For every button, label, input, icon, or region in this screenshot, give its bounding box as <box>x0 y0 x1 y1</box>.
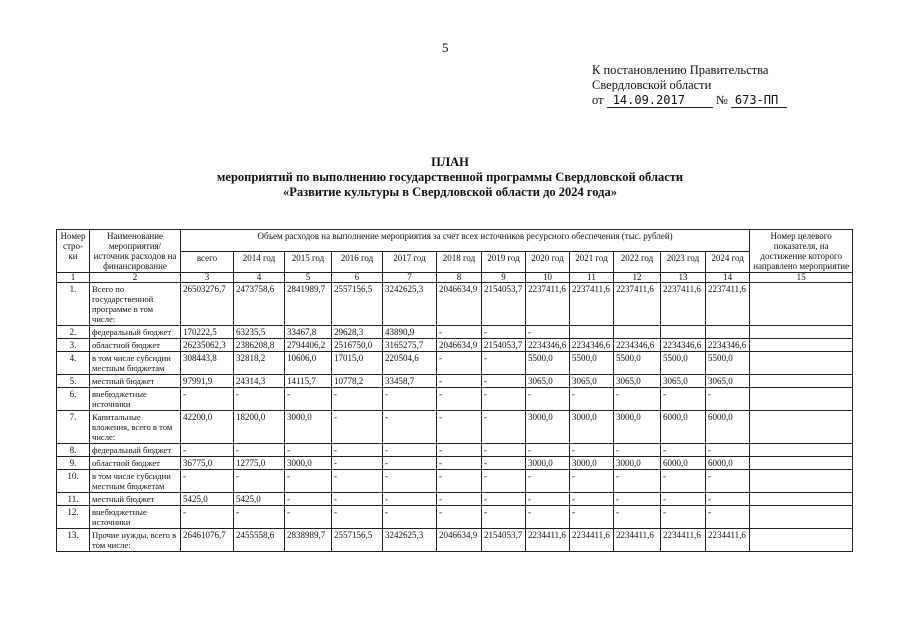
column-number: 12 <box>614 273 661 283</box>
value-cell: 2237411,6 <box>526 283 570 326</box>
value-cell: - <box>706 444 750 457</box>
value-cell: 36775,0 <box>181 457 234 470</box>
row-name-cell: Прочие нужды, всего в том числе: <box>90 529 181 552</box>
value-cell: 3065,0 <box>570 375 614 388</box>
value-cell: - <box>181 388 234 411</box>
value-cell: - <box>332 493 383 506</box>
value-cell: 2557156,5 <box>332 283 383 326</box>
value-cell: - <box>437 506 482 529</box>
value-cell: - <box>706 388 750 411</box>
value-cell: - <box>570 470 614 493</box>
value-cell: 18200,0 <box>234 411 285 444</box>
value-cell: - <box>526 326 570 339</box>
column-number: 10 <box>526 273 570 283</box>
value-cell: - <box>437 326 482 339</box>
header-year: 2021 год <box>570 251 614 273</box>
value-cell: 26503276,7 <box>181 283 234 326</box>
row-name-cell: в том числе субсидии местным бюджетам <box>90 470 181 493</box>
target-cell <box>750 506 853 529</box>
column-number: 11 <box>570 273 614 283</box>
value-cell: - <box>706 506 750 529</box>
row-number-cell: 11. <box>57 493 90 506</box>
value-cell: - <box>570 493 614 506</box>
column-number: 15 <box>750 273 853 283</box>
value-cell: 3065,0 <box>526 375 570 388</box>
value-cell: - <box>614 470 661 493</box>
row-number-cell: 7. <box>57 411 90 444</box>
value-cell: - <box>614 506 661 529</box>
value-cell: 42200,0 <box>181 411 234 444</box>
value-cell: - <box>285 444 332 457</box>
value-cell: - <box>482 493 526 506</box>
value-cell: 97991,9 <box>181 375 234 388</box>
value-cell: - <box>332 388 383 411</box>
table-row <box>57 529 853 552</box>
column-number: 3 <box>181 273 234 283</box>
value-cell: 2046634,9 <box>437 339 482 352</box>
row-name-cell: областной бюджет <box>90 457 181 470</box>
value-cell: - <box>482 506 526 529</box>
value-cell: - <box>285 493 332 506</box>
value-cell: - <box>383 493 437 506</box>
value-cell: - <box>181 444 234 457</box>
target-cell <box>750 283 853 326</box>
value-cell: - <box>614 444 661 457</box>
row-number-cell: 2. <box>57 326 90 339</box>
value-cell: 10606,0 <box>285 352 332 375</box>
column-numbers-row <box>57 273 853 283</box>
value-cell: 3242625,3 <box>383 529 437 552</box>
column-number: 5 <box>285 273 332 283</box>
value-cell: 2046634,9 <box>437 529 482 552</box>
value-cell: - <box>706 470 750 493</box>
value-cell: 3000,0 <box>285 411 332 444</box>
value-cell: 2234411,6 <box>614 529 661 552</box>
value-cell: 6000,0 <box>706 411 750 444</box>
value-cell: - <box>482 352 526 375</box>
header-year: 2023 год <box>661 251 706 273</box>
value-cell: - <box>482 326 526 339</box>
value-cell: 3000,0 <box>570 411 614 444</box>
row-number-cell: 8. <box>57 444 90 457</box>
value-cell: - <box>614 388 661 411</box>
approval-line-1: К постановлению Правительства <box>592 63 769 77</box>
row-number-cell: 5. <box>57 375 90 388</box>
table-row <box>57 470 853 493</box>
value-cell: 2838989,7 <box>285 529 332 552</box>
value-cell: 3165275,7 <box>383 339 437 352</box>
value-cell: - <box>570 388 614 411</box>
value-cell: 2234346,6 <box>570 339 614 352</box>
row-name-cell: внебюджетные источники <box>90 388 181 411</box>
value-cell: - <box>482 470 526 493</box>
row-number-cell: 10. <box>57 470 90 493</box>
value-cell: - <box>332 411 383 444</box>
document-title <box>150 155 750 200</box>
table-row <box>57 352 853 375</box>
value-cell: - <box>285 506 332 529</box>
value-cell: 33467,8 <box>285 326 332 339</box>
title-line-1: ПЛАН <box>431 155 469 169</box>
approval-block <box>592 63 787 108</box>
value-cell: - <box>661 506 706 529</box>
value-cell: 2234346,6 <box>526 339 570 352</box>
title-line-3: «Развитие культуры в Свердловской области до 2024 года» <box>283 185 617 199</box>
value-cell: 2234346,6 <box>661 339 706 352</box>
row-name-cell: федеральный бюджет <box>90 444 181 457</box>
value-cell: 5500,0 <box>706 352 750 375</box>
value-cell: - <box>181 506 234 529</box>
target-cell <box>750 352 853 375</box>
value-cell: - <box>234 388 285 411</box>
value-cell: - <box>482 375 526 388</box>
value-cell: - <box>332 457 383 470</box>
value-cell: 6000,0 <box>661 411 706 444</box>
column-number: 1 <box>57 273 90 283</box>
value-cell: 3000,0 <box>285 457 332 470</box>
value-cell <box>661 326 706 339</box>
header-year: 2016 год <box>332 251 383 273</box>
value-cell: - <box>437 375 482 388</box>
row-number-cell: 13. <box>57 529 90 552</box>
value-cell: - <box>285 388 332 411</box>
value-cell: - <box>332 470 383 493</box>
value-cell: 220504,6 <box>383 352 437 375</box>
row-name-cell: Капитальные вложения, всего в том числе: <box>90 411 181 444</box>
value-cell: 43890,9 <box>383 326 437 339</box>
value-cell: 2234346,6 <box>614 339 661 352</box>
value-cell: - <box>526 506 570 529</box>
row-name-cell: областной бюджет <box>90 339 181 352</box>
column-number: 2 <box>90 273 181 283</box>
value-cell: - <box>661 493 706 506</box>
value-cell: - <box>234 506 285 529</box>
value-cell: - <box>383 506 437 529</box>
row-name-cell: местный бюджет <box>90 493 181 506</box>
row-name-cell: в том числе субсидии местным бюджетам <box>90 352 181 375</box>
table-row <box>57 375 853 388</box>
table-row <box>57 411 853 444</box>
value-cell: 3000,0 <box>526 411 570 444</box>
value-cell: 2154053,7 <box>482 283 526 326</box>
table-row <box>57 506 853 529</box>
header-year: 2015 год <box>285 251 332 273</box>
value-cell: 2237411,6 <box>570 283 614 326</box>
value-cell: 2234411,6 <box>661 529 706 552</box>
header-name: Наименование мероприятия/ источник расходов на финансирование <box>90 230 181 273</box>
column-number: 4 <box>234 273 285 283</box>
value-cell <box>706 326 750 339</box>
value-cell: - <box>437 444 482 457</box>
value-cell: - <box>383 470 437 493</box>
table-row <box>57 493 853 506</box>
target-cell <box>750 470 853 493</box>
value-cell: 2237411,6 <box>661 283 706 326</box>
value-cell: 26235062,3 <box>181 339 234 352</box>
value-cell: 10778,2 <box>332 375 383 388</box>
column-number: 6 <box>332 273 383 283</box>
value-cell: - <box>437 457 482 470</box>
value-cell: 32818,2 <box>234 352 285 375</box>
value-cell: 29628,3 <box>332 326 383 339</box>
value-cell: - <box>383 411 437 444</box>
value-cell: - <box>332 506 383 529</box>
table-row <box>57 444 853 457</box>
row-number-cell: 6. <box>57 388 90 411</box>
table-row <box>57 339 853 352</box>
column-number: 9 <box>482 273 526 283</box>
value-cell: 2794406,2 <box>285 339 332 352</box>
value-cell: 3000,0 <box>614 411 661 444</box>
value-cell: 3065,0 <box>661 375 706 388</box>
target-cell <box>750 457 853 470</box>
from-label: от <box>592 93 604 107</box>
value-cell: 2386208,8 <box>234 339 285 352</box>
value-cell: 33458,7 <box>383 375 437 388</box>
approval-date: 14.09.2017 <box>607 94 713 108</box>
row-number-cell: 1. <box>57 283 90 326</box>
value-cell: - <box>661 470 706 493</box>
target-cell <box>750 375 853 388</box>
value-cell: - <box>437 388 482 411</box>
table-row <box>57 457 853 470</box>
value-cell: 3065,0 <box>706 375 750 388</box>
value-cell: - <box>383 444 437 457</box>
header-year: 2020 год <box>526 251 570 273</box>
row-name-cell: Всего по государственной программе в том числе: <box>90 283 181 326</box>
value-cell: - <box>234 444 285 457</box>
value-cell: - <box>706 493 750 506</box>
number-label: № <box>715 93 728 107</box>
value-cell: 3000,0 <box>614 457 661 470</box>
row-number-cell: 9. <box>57 457 90 470</box>
value-cell: 12775,0 <box>234 457 285 470</box>
header-year: 2019 год <box>482 251 526 273</box>
value-cell: 5500,0 <box>614 352 661 375</box>
value-cell <box>570 326 614 339</box>
value-cell: - <box>234 470 285 493</box>
target-cell <box>750 493 853 506</box>
value-cell: - <box>482 388 526 411</box>
value-cell: - <box>383 457 437 470</box>
value-cell: - <box>526 493 570 506</box>
value-cell: - <box>570 444 614 457</box>
column-number: 13 <box>661 273 706 283</box>
target-cell <box>750 388 853 411</box>
value-cell: 2455558,6 <box>234 529 285 552</box>
value-cell: 3065,0 <box>614 375 661 388</box>
plan-table <box>56 229 853 552</box>
header-year: 2022 год <box>614 251 661 273</box>
value-cell: - <box>526 388 570 411</box>
value-cell: 6000,0 <box>706 457 750 470</box>
value-cell: 63235,5 <box>234 326 285 339</box>
header-volume: Объем расходов на выполнение мероприятия за счет всех источников ресурсного обеспечения (тыс. рублей) <box>181 230 750 252</box>
value-cell: - <box>661 444 706 457</box>
value-cell: - <box>570 506 614 529</box>
value-cell: - <box>437 352 482 375</box>
value-cell: 308443,8 <box>181 352 234 375</box>
value-cell: 3000,0 <box>526 457 570 470</box>
value-cell: 26461076,7 <box>181 529 234 552</box>
table-body <box>57 283 853 552</box>
value-cell: - <box>181 470 234 493</box>
header-target: Номер целевого показателя, на достижение которого направлено мероприятие <box>750 230 853 273</box>
column-number: 14 <box>706 273 750 283</box>
value-cell: 2154053,7 <box>482 339 526 352</box>
row-number-cell: 4. <box>57 352 90 375</box>
value-cell: 2841989,7 <box>285 283 332 326</box>
approval-line-2: Свердловской области <box>592 78 712 92</box>
value-cell: - <box>332 444 383 457</box>
value-cell: 6000,0 <box>661 457 706 470</box>
value-cell: 14115,7 <box>285 375 332 388</box>
value-cell: 17015,0 <box>332 352 383 375</box>
table-row <box>57 326 853 339</box>
value-cell <box>614 326 661 339</box>
header-year: 2018 год <box>437 251 482 273</box>
value-cell: 2557156,5 <box>332 529 383 552</box>
target-cell <box>750 411 853 444</box>
header-year: 2014 год <box>234 251 285 273</box>
approval-date-line <box>592 93 787 108</box>
row-name-cell: местный бюджет <box>90 375 181 388</box>
target-cell <box>750 339 853 352</box>
target-cell <box>750 529 853 552</box>
header-row-no: Номер стро-ки <box>57 230 90 273</box>
row-name-cell: федеральный бюджет <box>90 326 181 339</box>
value-cell: 5500,0 <box>570 352 614 375</box>
value-cell: 5500,0 <box>661 352 706 375</box>
value-cell: 2473758,6 <box>234 283 285 326</box>
value-cell: 2234411,6 <box>570 529 614 552</box>
value-cell: 2234346,6 <box>706 339 750 352</box>
row-number-cell: 3. <box>57 339 90 352</box>
column-number: 8 <box>437 273 482 283</box>
value-cell: - <box>437 493 482 506</box>
value-cell: 3242625,3 <box>383 283 437 326</box>
table-header-row-1 <box>57 230 853 252</box>
header-year: 2024 год <box>706 251 750 273</box>
table-row <box>57 388 853 411</box>
value-cell: 2234411,6 <box>706 529 750 552</box>
value-cell: 2237411,6 <box>706 283 750 326</box>
value-cell: - <box>437 470 482 493</box>
value-cell: - <box>482 444 526 457</box>
title-line-2: мероприятий по выполнению государственной программы Свердловской области <box>216 170 684 184</box>
value-cell: 5425,0 <box>234 493 285 506</box>
table-row <box>57 283 853 326</box>
value-cell: - <box>661 388 706 411</box>
value-cell: 5500,0 <box>526 352 570 375</box>
value-cell: - <box>482 457 526 470</box>
value-cell: 2154053,7 <box>482 529 526 552</box>
row-name-cell: внебюджетные источники <box>90 506 181 529</box>
target-cell <box>750 444 853 457</box>
column-number: 7 <box>383 273 437 283</box>
value-cell: - <box>526 444 570 457</box>
target-cell <box>750 326 853 339</box>
value-cell: 3000,0 <box>570 457 614 470</box>
value-cell: - <box>614 493 661 506</box>
value-cell: - <box>437 411 482 444</box>
value-cell: - <box>285 470 332 493</box>
value-cell: 170222,5 <box>181 326 234 339</box>
approval-number: 673-ПП <box>731 94 787 108</box>
value-cell: 5425,0 <box>181 493 234 506</box>
value-cell: 2237411,6 <box>614 283 661 326</box>
value-cell: - <box>383 388 437 411</box>
header-year: всего <box>181 251 234 273</box>
value-cell: 24314,3 <box>234 375 285 388</box>
value-cell: - <box>526 470 570 493</box>
value-cell: - <box>482 411 526 444</box>
value-cell: 2234411,6 <box>526 529 570 552</box>
page-number: 5 <box>442 40 449 55</box>
header-year: 2017 год <box>383 251 437 273</box>
value-cell: 2046634,9 <box>437 283 482 326</box>
row-number-cell: 12. <box>57 506 90 529</box>
value-cell: 2516750,0 <box>332 339 383 352</box>
